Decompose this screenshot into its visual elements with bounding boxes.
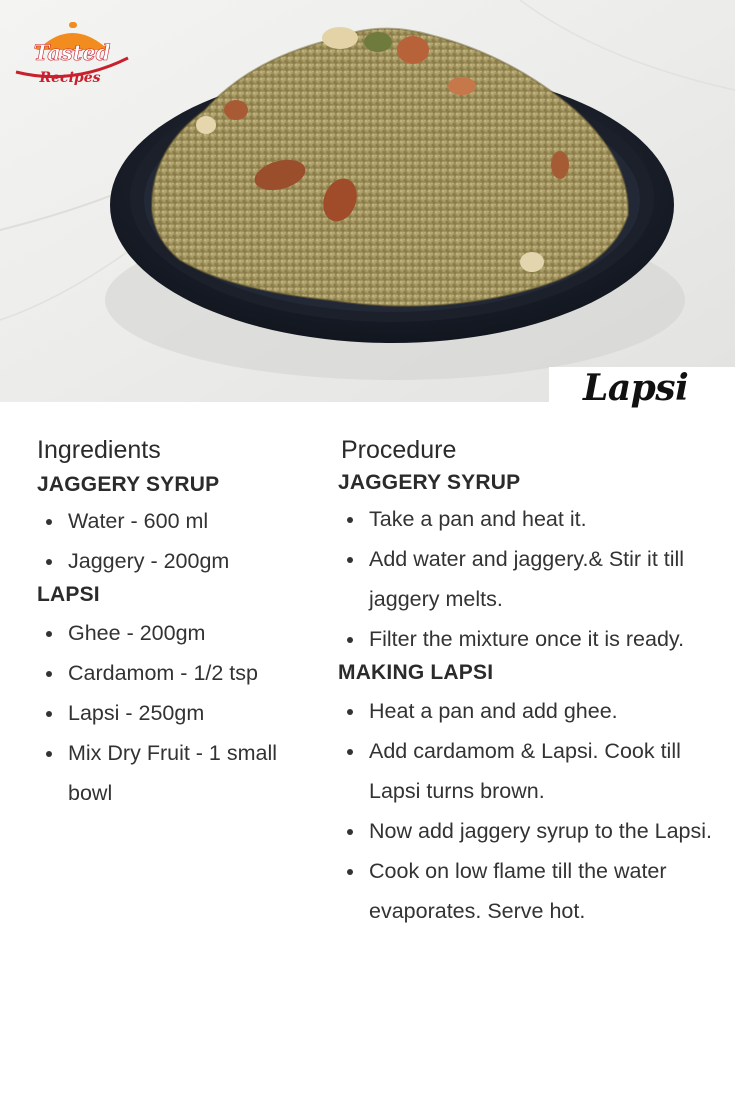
ingredients-section-title: LAPSI: [37, 583, 100, 606]
list-item: Mix Dry Fruit - 1 small bowl: [37, 733, 322, 813]
procedure-list-making: [338, 691, 718, 931]
list-item: Cook on low flame till the water evaporates. Serve hot.: [338, 851, 718, 931]
list-item: Cardamom - 1/2 tsp: [37, 653, 322, 693]
list-item: Heat a pan and add ghee.: [338, 691, 718, 731]
ingredients-list-lapsi: [37, 613, 322, 813]
recipe-title-box: [549, 367, 735, 407]
procedure-column: [338, 436, 718, 931]
list-item: Water - 600 ml: [37, 501, 322, 541]
procedure-list-jaggery: [338, 499, 718, 659]
hero-photo: [0, 0, 735, 402]
ingredients-list-jaggery: [37, 501, 322, 581]
list-item: Take a pan and heat it.: [338, 499, 718, 539]
list-item: Ghee - 200gm: [37, 613, 322, 653]
logo-text-tasted: Tasted: [33, 40, 111, 65]
list-item: Now add jaggery syrup to the Lapsi.: [338, 811, 718, 851]
recipe-title: Lapsi: [583, 367, 689, 409]
procedure-section-title: MAKING LAPSI: [338, 661, 494, 684]
logo-text-recipes: Recipes: [39, 70, 101, 86]
list-item: Add water and jaggery.& Stir it till jaggery melts.: [338, 539, 718, 619]
ingredients-heading: Ingredients: [37, 436, 161, 464]
list-item: Lapsi - 250gm: [37, 693, 322, 733]
procedure-section-title: JAGGERY SYRUP: [338, 471, 521, 494]
ingredients-column: [37, 436, 322, 813]
list-item: Jaggery - 200gm: [37, 541, 322, 581]
ingredients-section-title: JAGGERY SYRUP: [37, 473, 220, 496]
procedure-heading: Procedure: [341, 436, 457, 464]
list-item: Add cardamom & Lapsi. Cook till Lapsi turns brown.: [338, 731, 718, 811]
tasted-recipes-logo: [12, 16, 132, 96]
list-item: Filter the mixture once it is ready.: [338, 619, 718, 659]
